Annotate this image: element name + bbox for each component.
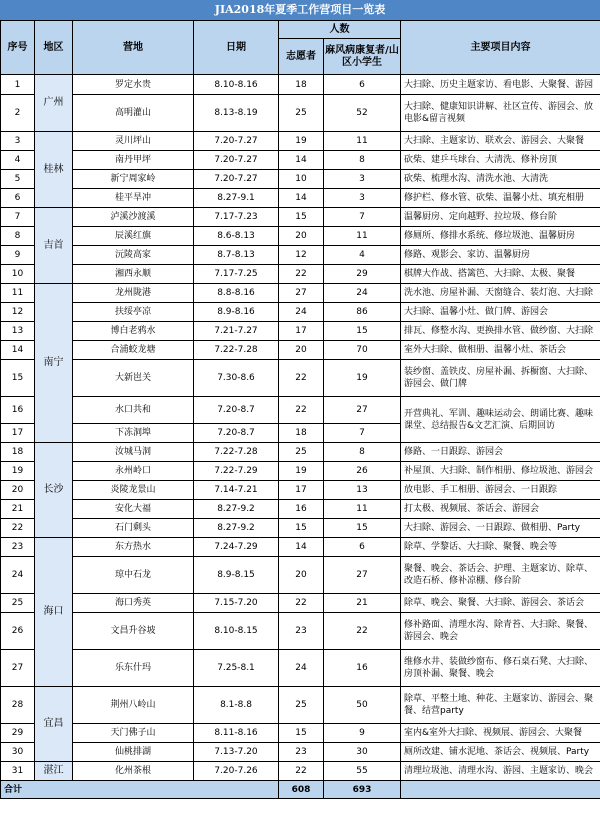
row-no: 20 <box>1 481 35 500</box>
row-projects: 打太极、视频展、茶话会、游园会 <box>401 500 600 519</box>
region-cell: 吉首 <box>35 208 73 284</box>
row-site: 湘西永顺 <box>73 265 194 284</box>
row-no: 28 <box>1 687 35 724</box>
row-date: 8.10-8.15 <box>194 613 279 650</box>
row-students: 3 <box>324 170 401 189</box>
row-no: 6 <box>1 189 35 208</box>
row-volunteers: 22 <box>279 265 324 284</box>
row-volunteers: 27 <box>279 284 324 303</box>
row-date: 7.20-7.27 <box>194 132 279 151</box>
header-date: 日期 <box>194 21 279 75</box>
row-volunteers: 15 <box>279 208 324 227</box>
row-site: 博白老鸦水 <box>73 322 194 341</box>
row-no: 4 <box>1 151 35 170</box>
row-date: 8.11-8.16 <box>194 724 279 743</box>
row-volunteers: 18 <box>279 424 324 443</box>
camp-table <box>0 20 600 799</box>
row-volunteers: 19 <box>279 462 324 481</box>
row-students: 15 <box>324 519 401 538</box>
row-date: 7.22-7.29 <box>194 462 279 481</box>
row-volunteers: 24 <box>279 303 324 322</box>
row-volunteers: 20 <box>279 227 324 246</box>
table-title: JIA2018年夏季工作营项目一览表 <box>0 0 600 20</box>
row-volunteers: 10 <box>279 170 324 189</box>
row-projects: 清理垃圾池、清理水沟、游园、主题家访、晚会 <box>401 762 600 781</box>
row-students: 8 <box>324 443 401 462</box>
row-students: 8 <box>324 151 401 170</box>
row-projects: 放电影、手工相册、游园会、一日跟踪 <box>401 481 600 500</box>
row-date: 8.6-8.13 <box>194 227 279 246</box>
row-projects: 排瓦、修整水沟、更换排水管、做纱窗、大扫除 <box>401 322 600 341</box>
region-cell: 长沙 <box>35 443 73 538</box>
row-date: 7.20-7.27 <box>194 170 279 189</box>
row-no: 21 <box>1 500 35 519</box>
header-region: 地区 <box>35 21 73 75</box>
row-site: 海口秀英 <box>73 594 194 613</box>
row-site: 灵川坪山 <box>73 132 194 151</box>
row-date: 7.25-8.1 <box>194 650 279 687</box>
header-site: 营地 <box>73 21 194 75</box>
row-date: 7.24-7.29 <box>194 538 279 557</box>
row-projects: 修路、观影会、家访、温馨厨房 <box>401 246 600 265</box>
row-projects: 修护栏、修水管、砍柴、温馨小灶、填充相册 <box>401 189 600 208</box>
row-volunteers: 20 <box>279 557 324 594</box>
row-projects: 大扫除、健康知识讲解、社区宣传、游园会、放电影&留言视频 <box>401 95 600 132</box>
row-site: 新宁周家岭 <box>73 170 194 189</box>
row-projects: 洗水池、房屋补漏、天窗缝合、装灯泡、大扫除 <box>401 284 600 303</box>
row-date: 7.14-7.21 <box>194 481 279 500</box>
row-no: 19 <box>1 462 35 481</box>
region-cell: 海口 <box>35 538 73 687</box>
row-site: 仙桃排湖 <box>73 743 194 762</box>
row-volunteers: 19 <box>279 132 324 151</box>
row-students: 3 <box>324 189 401 208</box>
row-volunteers: 22 <box>279 762 324 781</box>
row-projects: 大扫除、历史主题家访、看电影、大聚餐、游园 <box>401 75 600 95</box>
row-projects: 除草、平整土地、种花、主题家访、游园会、聚餐、结营party <box>401 687 600 724</box>
row-students: 4 <box>324 246 401 265</box>
row-students: 27 <box>324 397 401 424</box>
row-volunteers: 20 <box>279 341 324 360</box>
row-no: 7 <box>1 208 35 227</box>
row-site: 桂平旱冲 <box>73 189 194 208</box>
row-projects: 除草、晚会、聚餐、大扫除、游园会、茶话会 <box>401 594 600 613</box>
row-volunteers: 16 <box>279 500 324 519</box>
row-no: 3 <box>1 132 35 151</box>
row-volunteers: 23 <box>279 613 324 650</box>
row-no: 26 <box>1 613 35 650</box>
row-students: 70 <box>324 341 401 360</box>
region-cell: 广州 <box>35 75 73 132</box>
row-date: 8.7-8.13 <box>194 246 279 265</box>
row-date: 8.9-8.15 <box>194 557 279 594</box>
total-volunteers: 608 <box>279 781 324 799</box>
row-site: 琼中石龙 <box>73 557 194 594</box>
row-no: 12 <box>1 303 35 322</box>
row-volunteers: 17 <box>279 322 324 341</box>
row-volunteers: 14 <box>279 189 324 208</box>
row-date: 7.20-8.7 <box>194 424 279 443</box>
row-volunteers: 18 <box>279 75 324 95</box>
row-projects: 温馨厨房、定向越野、拉垃圾、修台阶 <box>401 208 600 227</box>
total-students: 693 <box>324 781 401 799</box>
row-site: 辰溪红旗 <box>73 227 194 246</box>
row-projects: 室外大扫除、做相册、温馨小灶、茶话会 <box>401 341 600 360</box>
header-no: 序号 <box>1 21 35 75</box>
row-no: 24 <box>1 557 35 594</box>
row-no: 9 <box>1 246 35 265</box>
header-students: 麻风病康复者/山区小学生 <box>324 39 401 75</box>
row-students: 22 <box>324 613 401 650</box>
row-volunteers: 14 <box>279 538 324 557</box>
row-volunteers: 23 <box>279 743 324 762</box>
row-site: 罗定水贵 <box>73 75 194 95</box>
row-no: 13 <box>1 322 35 341</box>
row-date: 7.20-7.27 <box>194 151 279 170</box>
header-projects: 主要项目内容 <box>401 21 600 75</box>
row-date: 8.9-8.16 <box>194 303 279 322</box>
row-no: 22 <box>1 519 35 538</box>
row-date: 7.21-7.27 <box>194 322 279 341</box>
row-volunteers: 15 <box>279 724 324 743</box>
row-no: 11 <box>1 284 35 303</box>
header-people: 人数 <box>279 21 401 39</box>
row-projects: 开营典礼、军训、趣味运动会、朗诵比赛、趣味课堂、总结报告&文艺汇演、后期回访 <box>401 397 600 443</box>
row-no: 14 <box>1 341 35 360</box>
row-students: 30 <box>324 743 401 762</box>
row-date: 8.8-8.16 <box>194 284 279 303</box>
row-students: 21 <box>324 594 401 613</box>
row-projects: 大扫除、温馨小灶、做门牌、游园会 <box>401 303 600 322</box>
row-no: 30 <box>1 743 35 762</box>
region-cell: 桂林 <box>35 132 73 208</box>
row-no: 10 <box>1 265 35 284</box>
row-no: 5 <box>1 170 35 189</box>
row-students: 9 <box>324 724 401 743</box>
row-volunteers: 22 <box>279 594 324 613</box>
row-no: 18 <box>1 443 35 462</box>
row-site: 安化大福 <box>73 500 194 519</box>
row-no: 23 <box>1 538 35 557</box>
row-projects: 除草、学黎话、大扫除、聚餐、晚会等 <box>401 538 600 557</box>
row-students: 11 <box>324 132 401 151</box>
row-no: 31 <box>1 762 35 781</box>
row-students: 50 <box>324 687 401 724</box>
row-volunteers: 24 <box>279 650 324 687</box>
row-no: 17 <box>1 424 35 443</box>
row-site: 汝城马洞 <box>73 443 194 462</box>
row-no: 16 <box>1 397 35 424</box>
row-students: 7 <box>324 208 401 227</box>
row-students: 15 <box>324 322 401 341</box>
row-site: 扶绥亭凉 <box>73 303 194 322</box>
row-date: 8.1-8.8 <box>194 687 279 724</box>
row-projects: 补屋顶、大扫除、制作相册、修垃圾池、游园会 <box>401 462 600 481</box>
row-volunteers: 25 <box>279 95 324 132</box>
row-no: 1 <box>1 75 35 95</box>
row-projects: 砍柴、梳理水沟、清洗水池、大清洗 <box>401 170 600 189</box>
row-date: 7.17-7.25 <box>194 265 279 284</box>
row-no: 8 <box>1 227 35 246</box>
row-site: 下冻洞埠 <box>73 424 194 443</box>
row-no: 2 <box>1 95 35 132</box>
row-date: 8.27-9.1 <box>194 189 279 208</box>
row-projects: 大扫除、主题家访、联欢会、游园会、大聚餐 <box>401 132 600 151</box>
row-site: 乐东什玛 <box>73 650 194 687</box>
row-students: 7 <box>324 424 401 443</box>
row-date: 8.13-8.19 <box>194 95 279 132</box>
row-volunteers: 12 <box>279 246 324 265</box>
row-no: 27 <box>1 650 35 687</box>
row-projects: 聚餐、晚会、茶话会、护理、主题家访、除草、改造石桥、修补凉棚、修台阶 <box>401 557 600 594</box>
row-students: 29 <box>324 265 401 284</box>
row-projects: 修路、一日跟踪、游园会 <box>401 443 600 462</box>
row-date: 7.15-7.20 <box>194 594 279 613</box>
row-students: 55 <box>324 762 401 781</box>
row-site: 水口共和 <box>73 397 194 424</box>
row-projects: 室内&室外大扫除、视频展、游园会、大聚餐 <box>401 724 600 743</box>
row-site: 荆州八岭山 <box>73 687 194 724</box>
row-volunteers: 22 <box>279 397 324 424</box>
row-site: 南丹甲坪 <box>73 151 194 170</box>
row-volunteers: 25 <box>279 687 324 724</box>
row-site: 化州茶根 <box>73 762 194 781</box>
row-volunteers: 25 <box>279 443 324 462</box>
total-empty <box>401 781 600 799</box>
row-volunteers: 14 <box>279 151 324 170</box>
row-date: 7.13-7.20 <box>194 743 279 762</box>
row-no: 25 <box>1 594 35 613</box>
row-site: 永州岭口 <box>73 462 194 481</box>
row-projects: 修补路面、清理水沟、除青苔、大扫除、聚餐、游园会、晚会 <box>401 613 600 650</box>
row-site: 天门佛子山 <box>73 724 194 743</box>
row-date: 7.20-7.26 <box>194 762 279 781</box>
row-projects: 大扫除、游园会、一日跟踪、做相册、Party <box>401 519 600 538</box>
row-students: 27 <box>324 557 401 594</box>
row-students: 19 <box>324 360 401 397</box>
header-volunteers: 志愿者 <box>279 39 324 75</box>
row-volunteers: 22 <box>279 360 324 397</box>
row-projects: 维修水井、装做纱窗布、修石桌石凳、大扫除、房顶补漏、聚餐、晚会 <box>401 650 600 687</box>
region-cell: 湛江 <box>35 762 73 781</box>
row-students: 11 <box>324 227 401 246</box>
row-site: 文昌升谷坡 <box>73 613 194 650</box>
row-site: 石门剩头 <box>73 519 194 538</box>
row-date: 7.17-7.23 <box>194 208 279 227</box>
row-volunteers: 15 <box>279 519 324 538</box>
row-date: 7.20-8.7 <box>194 397 279 424</box>
row-date: 7.22-7.28 <box>194 443 279 462</box>
row-site: 泸溪沙渡溪 <box>73 208 194 227</box>
row-date: 7.30-8.6 <box>194 360 279 397</box>
row-date: 8.27-9.2 <box>194 500 279 519</box>
row-projects: 厕所改建、铺水泥地、茶话会、视频展、Party <box>401 743 600 762</box>
region-cell: 宜昌 <box>35 687 73 762</box>
row-students: 13 <box>324 481 401 500</box>
row-students: 11 <box>324 500 401 519</box>
row-site: 合浦蛟龙塘 <box>73 341 194 360</box>
row-volunteers: 17 <box>279 481 324 500</box>
row-students: 86 <box>324 303 401 322</box>
row-students: 26 <box>324 462 401 481</box>
total-label: 合计 <box>1 781 279 799</box>
row-date: 8.10-8.16 <box>194 75 279 95</box>
row-projects: 修厕所、修排水系统、修垃圾池、温馨厨房 <box>401 227 600 246</box>
row-students: 6 <box>324 538 401 557</box>
row-site: 东方热水 <box>73 538 194 557</box>
row-students: 52 <box>324 95 401 132</box>
row-projects: 棋牌大作战、搭篱笆、大扫除、太极、聚餐 <box>401 265 600 284</box>
row-site: 大新岜关 <box>73 360 194 397</box>
row-site: 高明灌山 <box>73 95 194 132</box>
row-no: 29 <box>1 724 35 743</box>
row-no: 15 <box>1 360 35 397</box>
row-students: 6 <box>324 75 401 95</box>
row-date: 8.27-9.2 <box>194 519 279 538</box>
row-site: 沅陵高家 <box>73 246 194 265</box>
row-date: 7.22-7.28 <box>194 341 279 360</box>
row-site: 炎陵龙景山 <box>73 481 194 500</box>
row-students: 16 <box>324 650 401 687</box>
region-cell: 南宁 <box>35 284 73 443</box>
row-site: 龙州陇港 <box>73 284 194 303</box>
row-projects: 砍柴、建乒乓球台、大清洗、修补房顶 <box>401 151 600 170</box>
row-projects: 装纱窗、盖铁皮、房屋补漏、拆橱窗、大扫除、游园会、做门牌 <box>401 360 600 397</box>
row-students: 24 <box>324 284 401 303</box>
